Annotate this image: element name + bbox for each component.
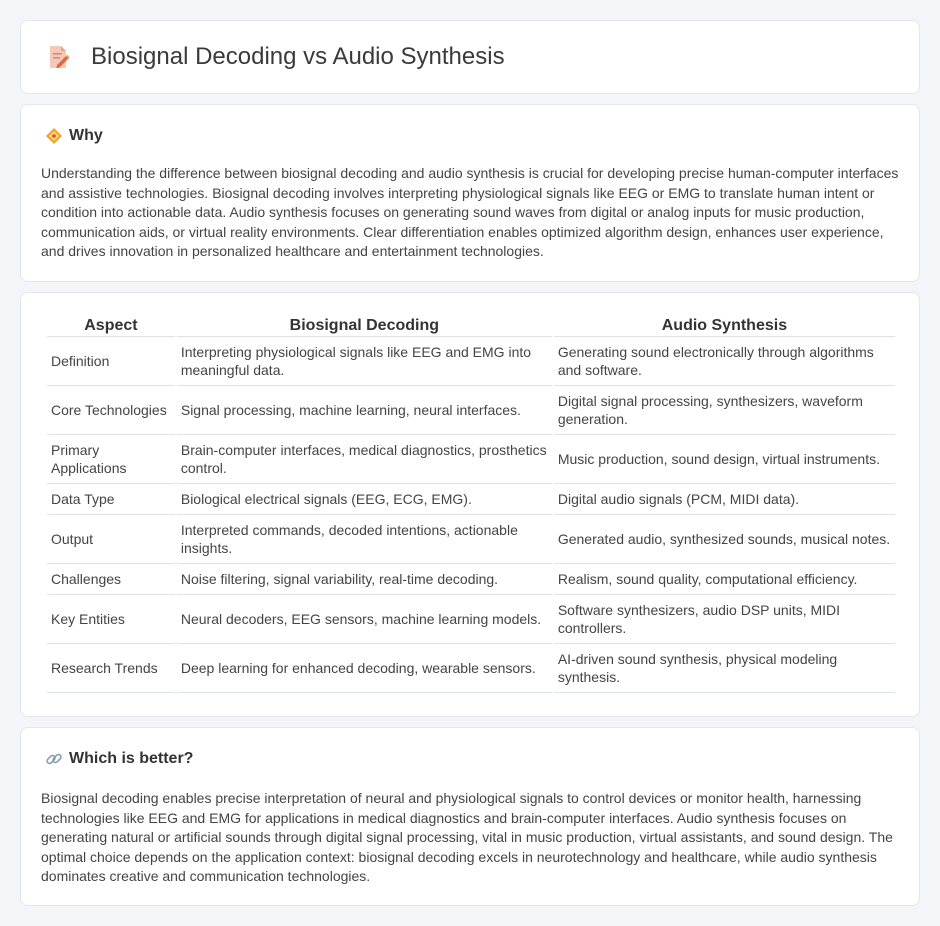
row-audio: Generated audio, synthesized sounds, musical notes. xyxy=(554,515,895,564)
diamond-icon xyxy=(45,127,63,145)
row-audio: Generating sound electronically through algorithms and software. xyxy=(554,337,895,386)
row-aspect: Data Type xyxy=(47,484,175,515)
better-title: Which is better? xyxy=(69,750,194,767)
row-biosignal: Neural decoders, EEG sensors, machine learning models. xyxy=(177,595,552,644)
comparison-table xyxy=(45,315,897,693)
row-biosignal: Brain-computer interfaces, medical diagnostics, prosthetics control. xyxy=(177,435,552,484)
table-row xyxy=(47,515,895,564)
row-audio: Realism, sound quality, computational efficiency. xyxy=(554,564,895,595)
title-card xyxy=(20,20,920,94)
comparison-table-card xyxy=(20,292,920,717)
table-header-row xyxy=(47,315,895,337)
header-audio: Audio Synthesis xyxy=(554,315,895,337)
table-row xyxy=(47,435,895,484)
row-aspect: Primary Applications xyxy=(47,435,175,484)
why-section xyxy=(20,104,920,282)
which-is-better-section xyxy=(20,727,920,906)
row-aspect: Core Technologies xyxy=(47,386,175,435)
table-row xyxy=(47,484,895,515)
header-aspect: Aspect xyxy=(47,315,175,337)
row-biosignal: Biological electrical signals (EEG, ECG, EMG). xyxy=(177,484,552,515)
table-row xyxy=(47,337,895,386)
row-aspect: Challenges xyxy=(47,564,175,595)
row-aspect: Definition xyxy=(47,337,175,386)
row-biosignal: Noise filtering, signal variability, real-time decoding. xyxy=(177,564,552,595)
row-biosignal: Signal processing, machine learning, neural interfaces. xyxy=(177,386,552,435)
why-body: Understanding the difference between biosignal decoding and audio synthesis is crucial for developing precise human-computer interfaces and assistive technologies. Biosignal decoding involves interpreting physiological signals like EEG or EMG to translate human intent or condition into actionable data. Audio synthesis focuses on generating sound waves from digital or analog inputs for music production, communication aids, or virtual reality environments. Clear differentiation enables optimized algorithm design, enhances user experience, and drives innovation in personalized healthcare and entertainment technologies. xyxy=(41,165,899,260)
table-row xyxy=(47,386,895,435)
page-title: Biosignal Decoding vs Audio Synthesis xyxy=(91,43,505,70)
row-aspect: Key Entities xyxy=(47,595,175,644)
table-row xyxy=(47,564,895,595)
row-biosignal: Deep learning for enhanced decoding, wearable sensors. xyxy=(177,644,552,693)
row-audio: AI-driven sound synthesis, physical modeling synthesis. xyxy=(554,644,895,693)
why-title: Why xyxy=(69,127,103,144)
header-biosignal: Biosignal Decoding xyxy=(177,315,552,337)
row-aspect: Research Trends xyxy=(47,644,175,693)
table-row xyxy=(47,595,895,644)
row-audio: Music production, sound design, virtual instruments. xyxy=(554,435,895,484)
row-biosignal: Interpreting physiological signals like EEG and EMG into meaningful data. xyxy=(177,337,552,386)
edit-document-icon xyxy=(45,44,71,70)
table-row xyxy=(47,644,895,693)
row-audio: Software synthesizers, audio DSP units, MIDI controllers. xyxy=(554,595,895,644)
row-biosignal: Interpreted commands, decoded intentions, actionable insights. xyxy=(177,515,552,564)
better-body: Biosignal decoding enables precise interpretation of neural and physiological signals to control devices or monitor health, harnessing technologies like EEG and EMG for applications in medical diagnostics and brain-computer interfaces. Audio synthesis focuses on generating natural or artificial sounds through digital signal processing, vital in music production, virtual assistants, and sound design. The optimal choice depends on the application context: biosignal decoding excels in neurotechnology and healthcare, while audio synthesis dominates creative and communication technologies. xyxy=(41,790,893,885)
row-aspect: Output xyxy=(47,515,175,564)
link-icon xyxy=(45,750,63,768)
row-audio: Digital signal processing, synthesizers, waveform generation. xyxy=(554,386,895,435)
row-audio: Digital audio signals (PCM, MIDI data). xyxy=(554,484,895,515)
